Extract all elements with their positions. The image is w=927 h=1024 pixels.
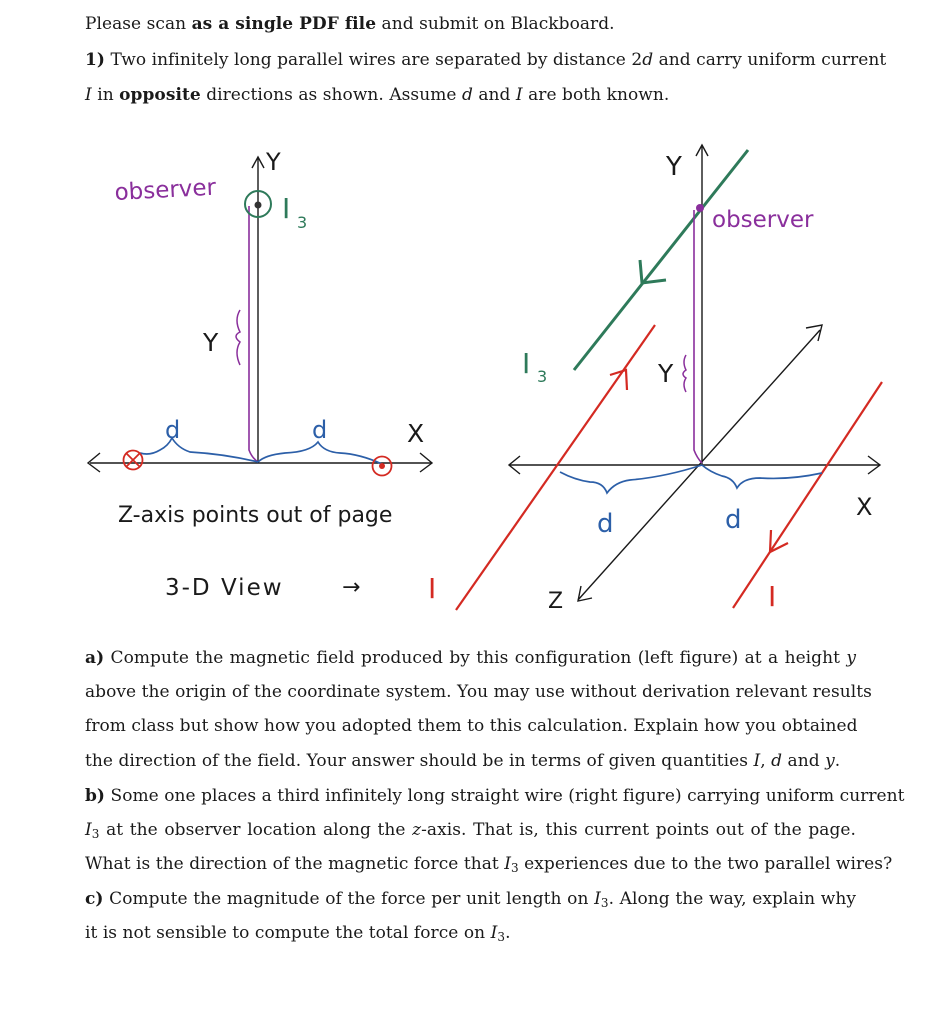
part-a-text-2: above the origin of the coordinate system. You may use without derivation relevant results bbox=[85, 682, 872, 702]
instructions-line bbox=[85, 14, 615, 34]
problem-text-2b: directions as shown. Assume bbox=[200, 85, 462, 105]
right-d-label-left: d bbox=[597, 509, 614, 539]
right-i3-label: I bbox=[522, 347, 531, 380]
left-x-axis-label: X bbox=[407, 419, 425, 448]
right-z-axis-label: Z bbox=[548, 589, 564, 614]
part-c-text-2b: . bbox=[505, 923, 511, 943]
part-c-line-1 bbox=[85, 889, 856, 909]
part-a-text-1: Compute the magnetic field produced by this configuration (left figure) at a height bbox=[110, 648, 840, 668]
sub-3-b: 3 bbox=[91, 827, 100, 841]
left-d-label-right: d bbox=[312, 416, 328, 444]
var-I3-c2: I bbox=[490, 923, 498, 943]
left-d-label-left: d bbox=[165, 416, 181, 444]
left-height-line bbox=[249, 206, 258, 462]
right-y-axis-label: Y bbox=[666, 152, 682, 182]
right-i3-sub: 3 bbox=[537, 367, 548, 386]
left-wire-out-of-page bbox=[373, 457, 392, 476]
right-left-wire bbox=[456, 325, 655, 610]
problem-text-1: Two infinitely long parallel wires are separated by distance 2 bbox=[110, 50, 643, 70]
left-figure bbox=[88, 148, 436, 605]
instructions-prefix: Please scan bbox=[85, 14, 192, 34]
part-b-text-3a: What is the direction of the magnetic force that bbox=[85, 854, 505, 874]
part-b-text-2a: at the observer location along the bbox=[99, 820, 413, 840]
var-d-2: d bbox=[461, 85, 473, 105]
var-y-a: y bbox=[825, 751, 835, 771]
part-a-label: a) bbox=[85, 648, 105, 668]
left-i3-dot bbox=[255, 202, 262, 209]
problem-text-2d: are both known. bbox=[522, 85, 670, 105]
part-a-text-4b: , bbox=[760, 751, 772, 771]
left-caption: Z-axis points out of page bbox=[118, 503, 393, 528]
problem-text-1-end: and carry uniform current bbox=[653, 50, 887, 70]
part-c-text-1b: . Along the way, explain why bbox=[608, 889, 856, 909]
right-observer-dot bbox=[696, 204, 704, 212]
problem-line-1 bbox=[85, 50, 887, 70]
problem-text-2c: and bbox=[472, 85, 516, 105]
part-a-line-2 bbox=[85, 682, 872, 702]
part-a-line-1 bbox=[85, 648, 856, 668]
part-a-text-4c: and bbox=[782, 751, 826, 771]
problem-line-2 bbox=[85, 85, 669, 105]
part-a-text-3: from class but show how you adopted them to this calculation. Explain how you obtained bbox=[85, 716, 858, 736]
left-height-brace bbox=[236, 310, 240, 365]
sub-3-c2: 3 bbox=[497, 930, 506, 944]
var-I3-b: I bbox=[85, 820, 92, 840]
part-c-line-2 bbox=[85, 923, 511, 943]
part-b-label: b) bbox=[85, 786, 106, 806]
right-x-axis-label: X bbox=[856, 493, 873, 521]
var-I-2: I bbox=[515, 85, 523, 105]
part-a-line-3 bbox=[85, 716, 856, 736]
instructions-bold: as a single PDF file bbox=[191, 14, 377, 34]
left-observer-label: observer bbox=[113, 174, 217, 206]
right-z-arrow-back bbox=[806, 325, 822, 341]
right-z-arrow-front bbox=[578, 586, 592, 601]
problem-bold-opposite: opposite bbox=[119, 85, 201, 105]
right-figure bbox=[456, 145, 882, 614]
sub-3-c: 3 bbox=[600, 896, 609, 910]
left-wire-into-page bbox=[124, 451, 143, 470]
right-i3-wire bbox=[574, 150, 748, 370]
var-I3-c: I bbox=[594, 889, 601, 909]
var-d: d bbox=[642, 50, 654, 70]
hand-drawn-figure bbox=[0, 120, 927, 620]
right-current-label: I bbox=[768, 580, 777, 613]
view-arrow: → bbox=[342, 575, 361, 600]
right-d-brace-left bbox=[560, 465, 702, 493]
part-b-text-1: Some one places a third infinitely long straight wire (right figure) carrying uniform current bbox=[110, 786, 905, 806]
var-d-a: d bbox=[771, 751, 783, 771]
left-d-brace-left bbox=[140, 438, 258, 462]
part-a-text-4d: . bbox=[834, 751, 841, 771]
var-I: I bbox=[85, 85, 92, 105]
right-d-brace-right bbox=[702, 465, 822, 488]
part-b-line-1 bbox=[85, 786, 905, 806]
part-a-line-4 bbox=[85, 751, 840, 771]
part-a-text-4a: the direction of the field. Your answer should be in terms of given quantities bbox=[85, 751, 754, 771]
right-height-brace bbox=[683, 355, 686, 392]
left-height-label: Y bbox=[203, 328, 219, 357]
left-i3-sub: 3 bbox=[297, 213, 308, 232]
left-d-brace-right bbox=[258, 442, 382, 464]
var-I-a: I bbox=[753, 751, 761, 771]
problem-number: 1) bbox=[85, 50, 105, 70]
right-observer-label: observer bbox=[712, 207, 814, 233]
part-b-line-3 bbox=[85, 854, 893, 875]
right-height-label: Y bbox=[658, 359, 674, 388]
instructions-suffix: and submit on Blackboard. bbox=[376, 14, 615, 34]
part-c-text-1a: Compute the magnitude of the force per unit length on bbox=[109, 889, 595, 909]
sub-3-b2: 3 bbox=[511, 861, 519, 875]
left-y-axis-label: Y bbox=[266, 148, 281, 176]
view-current-label: I bbox=[428, 572, 437, 605]
part-b-text-2b: -axis. That is, this current points out of the page. bbox=[421, 820, 856, 840]
var-I3-b2: I bbox=[504, 854, 512, 874]
view-label: 3-D View bbox=[165, 575, 284, 601]
var-y: y bbox=[846, 648, 856, 668]
right-height-line bbox=[694, 210, 702, 463]
part-c-label: c) bbox=[85, 889, 104, 909]
problem-text-2a: in bbox=[91, 85, 120, 105]
part-c-text-2a: it is not sensible to compute the total force on bbox=[85, 923, 491, 943]
part-b-text-3b: experiences due to the two parallel wires? bbox=[518, 854, 893, 874]
var-z: z bbox=[412, 820, 422, 840]
part-b-line-2 bbox=[85, 820, 856, 840]
left-i3-label: I bbox=[282, 192, 291, 225]
right-d-label-right: d bbox=[725, 505, 742, 535]
